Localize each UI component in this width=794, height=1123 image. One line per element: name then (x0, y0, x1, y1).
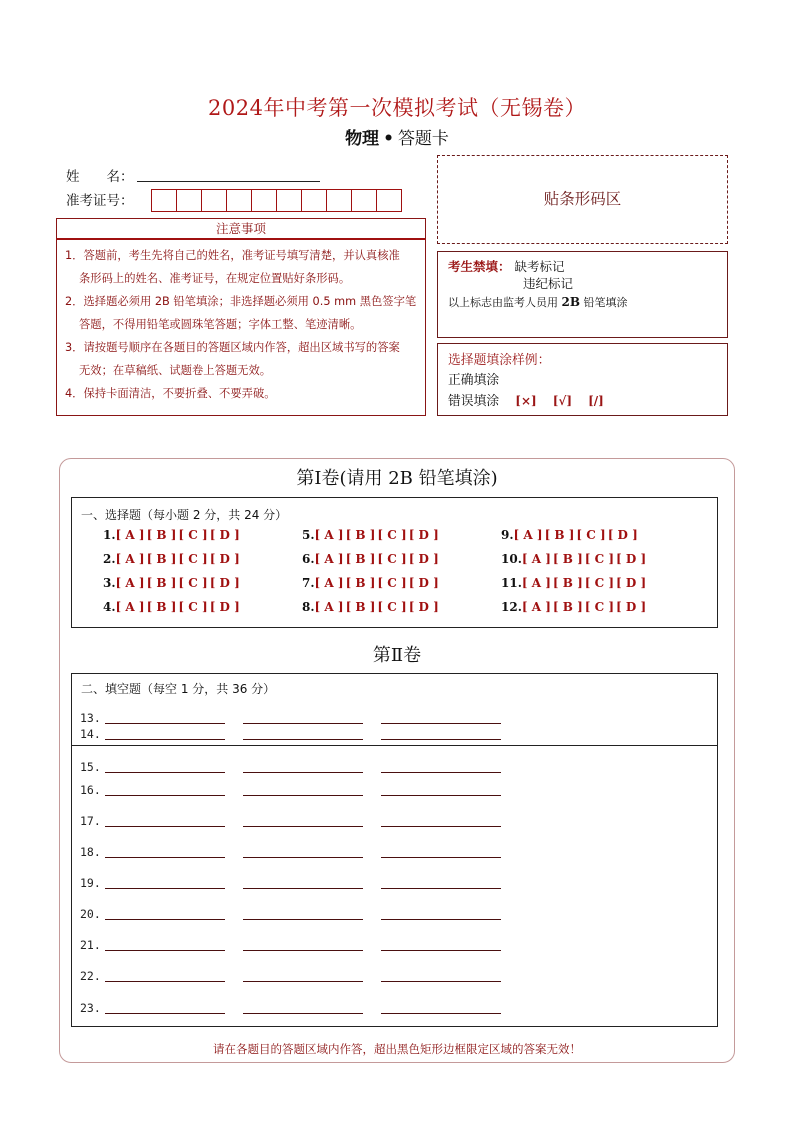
exam-subtitle (0, 124, 794, 149)
question-number: 7. (302, 576, 315, 590)
answer-blank[interactable] (105, 826, 225, 827)
answer-blank[interactable] (243, 723, 363, 724)
id-number-boxes (151, 189, 402, 212)
option-a[interactable]: [ A ] (115, 552, 145, 566)
notice-item (65, 244, 419, 290)
answer-blank[interactable] (105, 919, 225, 920)
option-d[interactable]: [ D ] (408, 552, 439, 566)
answer-blank[interactable] (243, 857, 363, 858)
option-b[interactable]: [ B ] (146, 600, 177, 614)
answer-blank[interactable] (243, 772, 363, 773)
mc-column (501, 523, 701, 619)
correct-fill-label: 正确填涂 (448, 373, 500, 388)
option-c[interactable]: [ C ] (377, 552, 407, 566)
fill-question-row (80, 845, 519, 859)
answer-blank[interactable] (243, 826, 363, 827)
option-c[interactable]: [ C ] (377, 528, 407, 542)
fill-question-row (80, 814, 519, 828)
question-number: 10. (501, 552, 522, 566)
option-b[interactable]: [ B ] (552, 600, 583, 614)
option-a[interactable]: [ A ] (314, 600, 344, 614)
option-b[interactable]: [ B ] (146, 576, 177, 590)
question-number: 2. (103, 552, 116, 566)
option-b[interactable]: [ B ] (146, 528, 177, 542)
mc-question (501, 523, 701, 547)
question-number: 17. (80, 814, 101, 828)
option-c[interactable]: [ C ] (584, 552, 615, 566)
name-label: 姓 名： (66, 169, 134, 185)
mc-column (103, 523, 303, 619)
answer-blank[interactable] (381, 1013, 501, 1014)
proctor-note (448, 294, 727, 310)
answer-blank[interactable] (381, 739, 501, 740)
option-a[interactable]: [ A ] (513, 528, 543, 542)
mc-question (501, 547, 701, 571)
fill-question-row (80, 1001, 519, 1015)
mc-question (302, 523, 502, 547)
mc-section-label: 一、选择题（每小题 2 分，共 24 分） (81, 508, 288, 522)
question-number: 8. (302, 600, 315, 614)
answer-blank[interactable] (105, 739, 225, 740)
option-d[interactable]: [ D ] (408, 576, 439, 590)
notice-line: 3．请按题号顺序在各题目的答题区域内作答，超出区域书写的答案 (65, 341, 400, 354)
answer-blank[interactable] (381, 795, 501, 796)
option-a[interactable]: [ A ] (314, 552, 344, 566)
option-c[interactable]: [ C ] (178, 576, 208, 590)
id-digit-box[interactable] (376, 189, 402, 212)
notice-line: 2．选择题必须用 2B 铅笔填涂；非选择题必须用 0.5 mm 黑色签字笔 (65, 295, 417, 308)
answer-blank[interactable] (381, 723, 501, 724)
option-c[interactable]: [ C ] (178, 552, 208, 566)
option-d[interactable]: [ D ] (616, 552, 647, 566)
answer-blank[interactable] (381, 888, 501, 889)
option-b[interactable]: [ B ] (345, 600, 376, 614)
option-d[interactable]: [ D ] (209, 576, 240, 590)
answer-blank[interactable] (243, 981, 363, 982)
option-c[interactable]: [ C ] (178, 528, 208, 542)
notice-item (65, 290, 419, 336)
id-digit-box[interactable] (301, 189, 327, 212)
answer-blank[interactable] (105, 723, 225, 724)
option-a[interactable]: [ A ] (115, 600, 145, 614)
id-digit-box[interactable] (201, 189, 227, 212)
proctor-note-text: 铅笔填涂 (580, 296, 628, 309)
fill-section-label: 二、填空题（每空 1 分，共 36 分） (81, 682, 276, 696)
footer-warning: 请在各题目的答题区域内作答，超出黑色矩形边框限定区域的答案无效！ (213, 1042, 581, 1056)
card-type-label: 答题卡 (397, 129, 449, 149)
question-number: 16. (80, 783, 101, 797)
id-digit-box[interactable] (326, 189, 352, 212)
section-divider (71, 745, 718, 746)
option-d[interactable]: [ D ] (616, 576, 647, 590)
wrong-fill-slash: [/] (588, 394, 604, 408)
answer-blank[interactable] (381, 826, 501, 827)
volume-1-title: 第Ⅰ卷(请用 2B 铅笔填涂) (296, 468, 498, 489)
question-number: 3. (103, 576, 116, 590)
fill-question-row (80, 760, 519, 774)
answer-blank[interactable] (381, 857, 501, 858)
id-digit-box[interactable] (251, 189, 277, 212)
option-a[interactable]: [ A ] (314, 528, 344, 542)
option-a[interactable]: [ A ] (314, 576, 344, 590)
notice-line: 1．答题前，考生先将自己的姓名，准考证号填写清楚，并认真核准 (65, 249, 400, 262)
mc-question (103, 595, 303, 619)
mc-question (103, 571, 303, 595)
wrong-fill-check: [√] (552, 394, 573, 408)
question-number: 15. (80, 760, 101, 774)
id-digit-box[interactable] (276, 189, 302, 212)
volume-2-title: 第Ⅱ卷 (372, 645, 422, 666)
id-digit-box[interactable] (351, 189, 377, 212)
mc-question (501, 595, 701, 619)
id-digit-box[interactable] (176, 189, 202, 212)
option-b[interactable]: [ B ] (345, 552, 376, 566)
fill-question-row (80, 727, 519, 741)
subject-label: 物理 (345, 129, 380, 149)
option-b[interactable]: [ B ] (345, 528, 376, 542)
option-b[interactable]: [ B ] (552, 552, 583, 566)
question-number: 13. (80, 711, 101, 725)
violation-mark[interactable]: 违纪标记 (523, 276, 574, 291)
answer-blank[interactable] (243, 739, 363, 740)
question-number: 14. (80, 727, 101, 741)
answer-blank[interactable] (105, 950, 225, 951)
notice-item (65, 382, 419, 405)
mc-question (103, 547, 303, 571)
option-c[interactable]: [ C ] (178, 600, 208, 614)
answer-blank[interactable] (381, 950, 501, 951)
option-c[interactable]: [ C ] (576, 528, 606, 542)
option-b[interactable]: [ B ] (544, 528, 575, 542)
fill-sample-title: 选择题填涂样例： (448, 353, 551, 368)
question-number: 18. (80, 845, 101, 859)
option-b[interactable]: [ B ] (345, 576, 376, 590)
answer-blank[interactable] (105, 981, 225, 982)
name-field[interactable] (137, 166, 320, 182)
barcode-area: 贴条形码区 (437, 155, 728, 244)
wrong-fill-cross: [×] (515, 394, 537, 408)
notice-line: 条形码上的姓名、准考证号，在规定位置贴好条形码。 (79, 272, 351, 285)
option-d[interactable]: [ D ] (209, 528, 240, 542)
option-c[interactable]: [ C ] (584, 576, 615, 590)
mc-question (103, 523, 303, 547)
option-a[interactable]: [ A ] (521, 552, 551, 566)
option-b[interactable]: [ B ] (552, 576, 583, 590)
absent-mark[interactable]: 缺考标记 (514, 259, 565, 274)
notice-list (56, 240, 426, 416)
option-a[interactable]: [ A ] (115, 576, 145, 590)
fill-sample-box (437, 343, 728, 416)
option-a[interactable]: [ A ] (115, 528, 145, 542)
option-d[interactable]: [ D ] (616, 600, 647, 614)
option-d[interactable]: [ D ] (408, 528, 439, 542)
fill-question-row (80, 907, 519, 921)
exam-title: 2024年中考第一次模拟考试（无锡卷） (208, 96, 586, 120)
answer-blank[interactable] (243, 950, 363, 951)
notice-line: 无效；在草稿纸、试题卷上答题无效。 (79, 364, 272, 377)
question-number: 11. (501, 576, 522, 590)
option-d[interactable]: [ D ] (408, 600, 439, 614)
option-c[interactable]: [ C ] (584, 600, 615, 614)
id-label: 准考证号： (66, 193, 134, 209)
option-a[interactable]: [ A ] (521, 600, 551, 614)
fill-question-row (80, 876, 519, 890)
notice-line: 4．保持卡面清洁，不要折叠、不要弄破。 (65, 387, 276, 400)
question-number: 1. (103, 528, 116, 542)
id-digit-box[interactable] (226, 189, 252, 212)
option-d[interactable]: [ D ] (209, 600, 240, 614)
mc-question (302, 571, 502, 595)
mc-question (302, 595, 502, 619)
answer-blank[interactable] (105, 795, 225, 796)
question-number: 21. (80, 938, 101, 952)
fill-question-row (80, 969, 519, 983)
option-c[interactable]: [ C ] (377, 576, 407, 590)
proctor-label: 考生禁填： (448, 259, 511, 274)
option-b[interactable]: [ B ] (146, 552, 177, 566)
proctor-note-pencil: 2B (561, 295, 580, 309)
fill-question-row (80, 938, 519, 952)
proctor-note-text: 以上标志由监考人员用 (448, 296, 562, 309)
fill-question-row (80, 711, 519, 725)
question-number: 5. (302, 528, 315, 542)
question-number: 6. (302, 552, 315, 566)
notice-item (65, 336, 419, 382)
answer-blank[interactable] (381, 981, 501, 982)
proctor-marks-box (437, 251, 728, 338)
separator-dot: • (383, 129, 394, 149)
question-number: 4. (103, 600, 116, 614)
option-a[interactable]: [ A ] (521, 576, 551, 590)
question-number: 23. (80, 1001, 101, 1015)
answer-blank[interactable] (243, 919, 363, 920)
mc-column (302, 523, 502, 619)
answer-blank[interactable] (105, 1013, 225, 1014)
fill-question-row (80, 783, 519, 797)
wrong-fill-label: 错误填涂 (448, 394, 500, 409)
question-number: 9. (501, 528, 514, 542)
answer-blank[interactable] (243, 1013, 363, 1014)
question-number: 12. (501, 600, 522, 614)
question-number: 22. (80, 969, 101, 983)
option-d[interactable]: [ D ] (209, 552, 240, 566)
answer-blank[interactable] (243, 888, 363, 889)
mc-question (302, 547, 502, 571)
option-d[interactable]: [ D ] (607, 528, 638, 542)
notice-heading: 注意事项 (56, 218, 426, 240)
answer-blank[interactable] (105, 857, 225, 858)
answer-blank[interactable] (381, 772, 501, 773)
answer-blank[interactable] (105, 888, 225, 889)
id-digit-box[interactable] (151, 189, 177, 212)
question-number: 19. (80, 876, 101, 890)
answer-blank[interactable] (381, 919, 501, 920)
mc-question (501, 571, 701, 595)
question-number: 20. (80, 907, 101, 921)
notice-line: 答题，不得用铅笔或圆珠笔答题；字体工整、笔迹清晰。 (79, 318, 362, 331)
option-c[interactable]: [ C ] (377, 600, 407, 614)
multiple-choice-section (71, 497, 718, 628)
answer-blank[interactable] (243, 795, 363, 796)
answer-blank[interactable] (105, 772, 225, 773)
